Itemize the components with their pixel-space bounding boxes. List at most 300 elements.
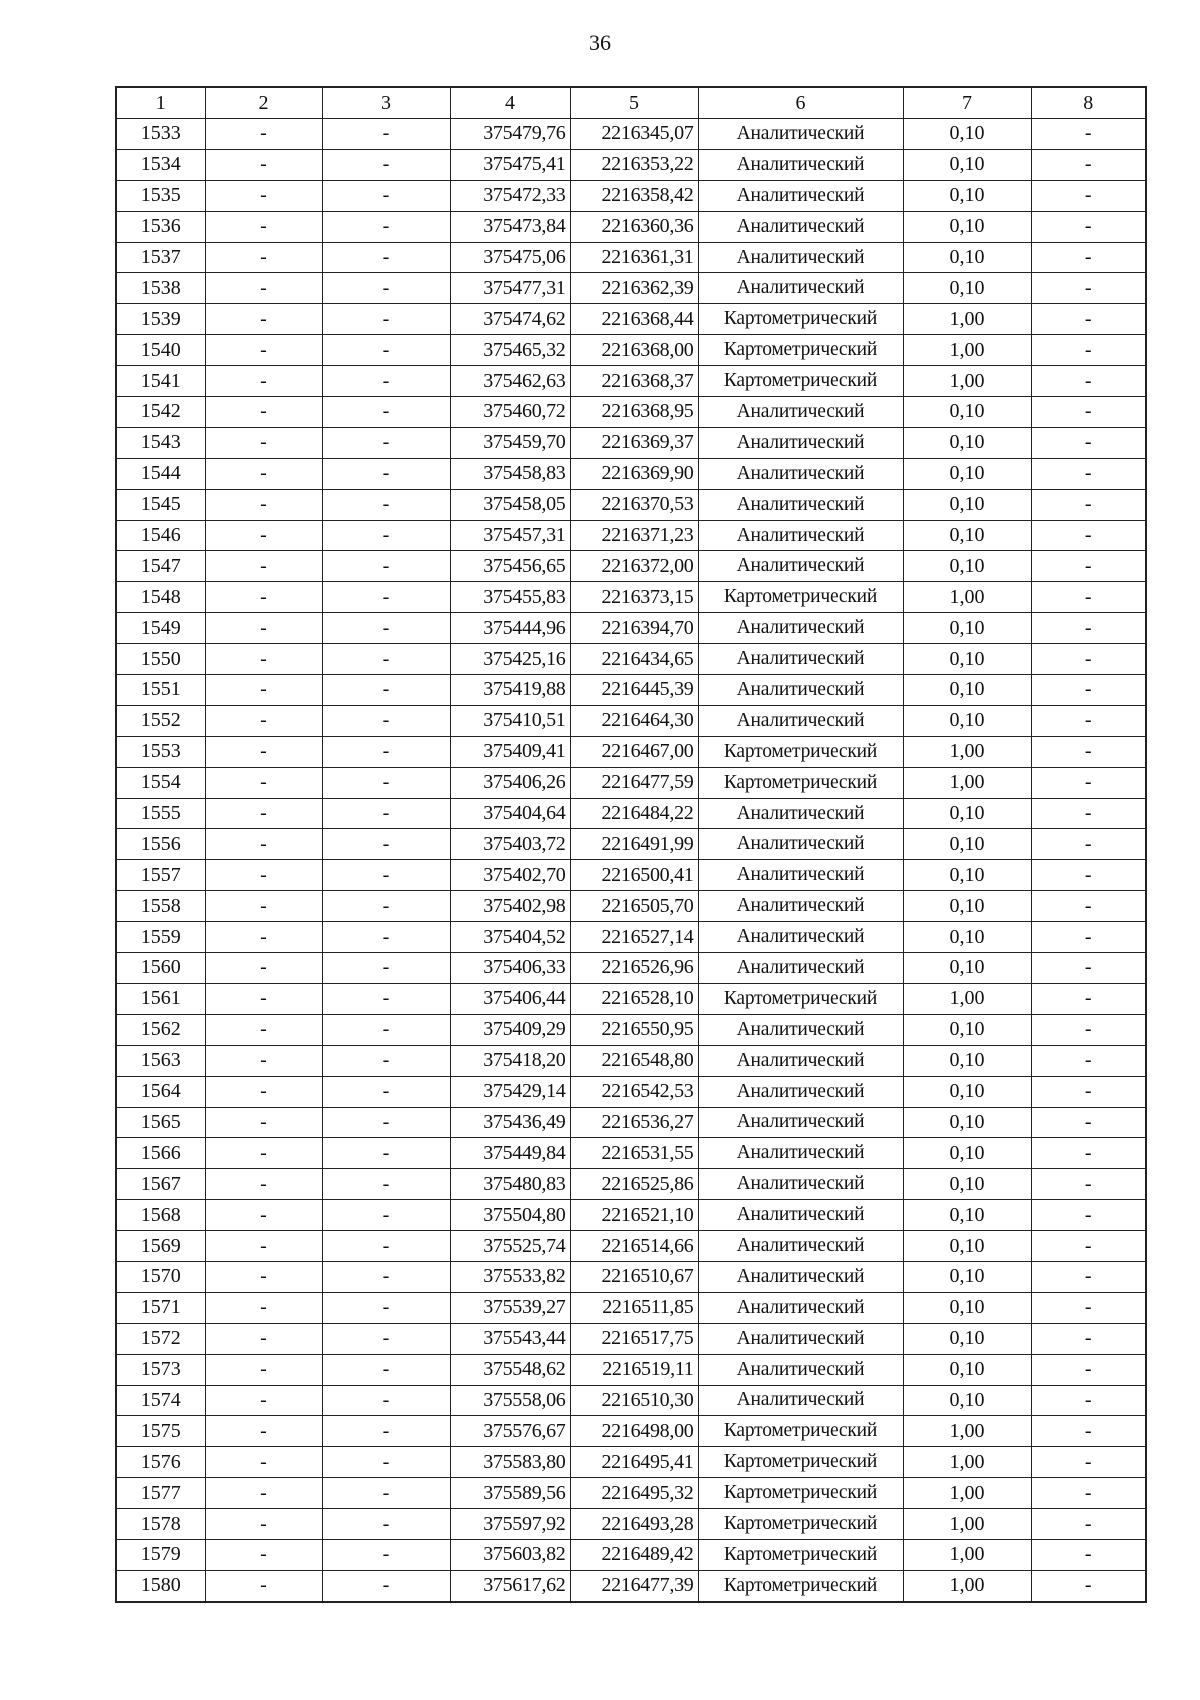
col3-cell: - bbox=[322, 829, 450, 860]
y-coordinate-cell: 2216353,22 bbox=[570, 149, 698, 180]
col3-cell: - bbox=[322, 366, 450, 397]
col2-cell: - bbox=[205, 1076, 322, 1107]
y-coordinate-cell: 2216445,39 bbox=[570, 675, 698, 706]
accuracy-cell: 0,10 bbox=[903, 1200, 1031, 1231]
x-coordinate-cell: 375460,72 bbox=[450, 397, 570, 428]
table-row bbox=[116, 705, 1146, 736]
col3-cell: - bbox=[322, 1138, 450, 1169]
accuracy-cell: 0,10 bbox=[903, 273, 1031, 304]
col2-cell: - bbox=[205, 1107, 322, 1138]
col3-cell: - bbox=[322, 397, 450, 428]
method-cell: Картометрический bbox=[698, 1478, 903, 1509]
accuracy-cell: 0,10 bbox=[903, 1261, 1031, 1292]
x-coordinate-cell: 375477,31 bbox=[450, 273, 570, 304]
method-cell: Аналитический bbox=[698, 1076, 903, 1107]
y-coordinate-cell: 2216493,28 bbox=[570, 1509, 698, 1540]
table-row bbox=[116, 551, 1146, 582]
col2-cell: - bbox=[205, 1509, 322, 1540]
y-coordinate-cell: 2216345,07 bbox=[570, 119, 698, 150]
method-cell: Аналитический bbox=[698, 1169, 903, 1200]
col8-cell: - bbox=[1031, 1107, 1146, 1138]
method-cell: Аналитический bbox=[698, 1323, 903, 1354]
method-cell: Аналитический bbox=[698, 1354, 903, 1385]
col2-cell: - bbox=[205, 397, 322, 428]
y-coordinate-cell: 2216505,70 bbox=[570, 891, 698, 922]
col3-cell: - bbox=[322, 180, 450, 211]
table-row bbox=[116, 1354, 1146, 1385]
table-row bbox=[116, 1539, 1146, 1570]
y-coordinate-cell: 2216491,99 bbox=[570, 829, 698, 860]
col8-cell: - bbox=[1031, 1231, 1146, 1262]
col2-cell: - bbox=[205, 520, 322, 551]
x-coordinate-cell: 375429,14 bbox=[450, 1076, 570, 1107]
col2-cell: - bbox=[205, 736, 322, 767]
accuracy-cell: 1,00 bbox=[903, 335, 1031, 366]
x-coordinate-cell: 375475,41 bbox=[450, 149, 570, 180]
x-coordinate-cell: 375472,33 bbox=[450, 180, 570, 211]
col8-cell: - bbox=[1031, 273, 1146, 304]
col2-cell: - bbox=[205, 1354, 322, 1385]
col2-cell: - bbox=[205, 1385, 322, 1416]
y-coordinate-cell: 2216526,96 bbox=[570, 953, 698, 984]
table-row bbox=[116, 1014, 1146, 1045]
accuracy-cell: 0,10 bbox=[903, 675, 1031, 706]
accuracy-cell: 0,10 bbox=[903, 1292, 1031, 1323]
y-coordinate-cell: 2216467,00 bbox=[570, 736, 698, 767]
point-number-cell: 1576 bbox=[116, 1447, 205, 1478]
accuracy-cell: 1,00 bbox=[903, 983, 1031, 1014]
x-coordinate-cell: 375474,62 bbox=[450, 304, 570, 335]
x-coordinate-cell: 375402,98 bbox=[450, 891, 570, 922]
accuracy-cell: 0,10 bbox=[903, 953, 1031, 984]
point-number-cell: 1568 bbox=[116, 1200, 205, 1231]
column-header-4: 4 bbox=[450, 87, 570, 119]
accuracy-cell: 1,00 bbox=[903, 582, 1031, 613]
col2-cell: - bbox=[205, 458, 322, 489]
point-number-cell: 1542 bbox=[116, 397, 205, 428]
x-coordinate-cell: 375402,70 bbox=[450, 860, 570, 891]
y-coordinate-cell: 2216368,00 bbox=[570, 335, 698, 366]
y-coordinate-cell: 2216484,22 bbox=[570, 798, 698, 829]
x-coordinate-cell: 375576,67 bbox=[450, 1416, 570, 1447]
col2-cell: - bbox=[205, 675, 322, 706]
table-row bbox=[116, 1323, 1146, 1354]
table-row bbox=[116, 613, 1146, 644]
point-number-cell: 1566 bbox=[116, 1138, 205, 1169]
point-number-cell: 1574 bbox=[116, 1385, 205, 1416]
x-coordinate-cell: 375403,72 bbox=[450, 829, 570, 860]
col3-cell: - bbox=[322, 644, 450, 675]
col3-cell: - bbox=[322, 211, 450, 242]
col3-cell: - bbox=[322, 427, 450, 458]
accuracy-cell: 0,10 bbox=[903, 1138, 1031, 1169]
x-coordinate-cell: 375410,51 bbox=[450, 705, 570, 736]
y-coordinate-cell: 2216511,85 bbox=[570, 1292, 698, 1323]
method-cell: Аналитический bbox=[698, 675, 903, 706]
col2-cell: - bbox=[205, 1261, 322, 1292]
y-coordinate-cell: 2216550,95 bbox=[570, 1014, 698, 1045]
accuracy-cell: 0,10 bbox=[903, 211, 1031, 242]
col2-cell: - bbox=[205, 705, 322, 736]
accuracy-cell: 0,10 bbox=[903, 242, 1031, 273]
point-number-cell: 1539 bbox=[116, 304, 205, 335]
col2-cell: - bbox=[205, 273, 322, 304]
method-cell: Аналитический bbox=[698, 211, 903, 242]
table-row bbox=[116, 644, 1146, 675]
method-cell: Аналитический bbox=[698, 613, 903, 644]
col3-cell: - bbox=[322, 1385, 450, 1416]
col2-cell: - bbox=[205, 1138, 322, 1169]
col8-cell: - bbox=[1031, 458, 1146, 489]
col2-cell: - bbox=[205, 335, 322, 366]
x-coordinate-cell: 375409,41 bbox=[450, 736, 570, 767]
point-number-cell: 1553 bbox=[116, 736, 205, 767]
x-coordinate-cell: 375457,31 bbox=[450, 520, 570, 551]
col3-cell: - bbox=[322, 458, 450, 489]
col2-cell: - bbox=[205, 1014, 322, 1045]
table-row bbox=[116, 1478, 1146, 1509]
col8-cell: - bbox=[1031, 335, 1146, 366]
point-number-cell: 1577 bbox=[116, 1478, 205, 1509]
col2-cell: - bbox=[205, 582, 322, 613]
y-coordinate-cell: 2216464,30 bbox=[570, 705, 698, 736]
col3-cell: - bbox=[322, 335, 450, 366]
col8-cell: - bbox=[1031, 242, 1146, 273]
col3-cell: - bbox=[322, 767, 450, 798]
col3-cell: - bbox=[322, 675, 450, 706]
col8-cell: - bbox=[1031, 211, 1146, 242]
col2-cell: - bbox=[205, 983, 322, 1014]
col2-cell: - bbox=[205, 829, 322, 860]
col2-cell: - bbox=[205, 953, 322, 984]
x-coordinate-cell: 375479,76 bbox=[450, 119, 570, 150]
column-header-5: 5 bbox=[570, 87, 698, 119]
col2-cell: - bbox=[205, 1323, 322, 1354]
point-number-cell: 1549 bbox=[116, 613, 205, 644]
table-row bbox=[116, 119, 1146, 150]
col8-cell: - bbox=[1031, 1200, 1146, 1231]
accuracy-cell: 0,10 bbox=[903, 1014, 1031, 1045]
y-coordinate-cell: 2216369,37 bbox=[570, 427, 698, 458]
table-row bbox=[116, 366, 1146, 397]
col8-cell: - bbox=[1031, 304, 1146, 335]
col2-cell: - bbox=[205, 211, 322, 242]
col2-cell: - bbox=[205, 922, 322, 953]
col2-cell: - bbox=[205, 149, 322, 180]
x-coordinate-cell: 375406,26 bbox=[450, 767, 570, 798]
col3-cell: - bbox=[322, 1323, 450, 1354]
x-coordinate-cell: 375459,70 bbox=[450, 427, 570, 458]
table-row bbox=[116, 1107, 1146, 1138]
y-coordinate-cell: 2216531,55 bbox=[570, 1138, 698, 1169]
col2-cell: - bbox=[205, 1478, 322, 1509]
x-coordinate-cell: 375418,20 bbox=[450, 1045, 570, 1076]
table-row bbox=[116, 1447, 1146, 1478]
col3-cell: - bbox=[322, 922, 450, 953]
x-coordinate-cell: 375458,83 bbox=[450, 458, 570, 489]
x-coordinate-cell: 375458,05 bbox=[450, 489, 570, 520]
y-coordinate-cell: 2216373,15 bbox=[570, 582, 698, 613]
accuracy-cell: 0,10 bbox=[903, 520, 1031, 551]
col3-cell: - bbox=[322, 1447, 450, 1478]
point-number-cell: 1559 bbox=[116, 922, 205, 953]
accuracy-cell: 0,10 bbox=[903, 397, 1031, 428]
method-cell: Картометрический bbox=[698, 767, 903, 798]
column-header-3: 3 bbox=[322, 87, 450, 119]
point-number-cell: 1537 bbox=[116, 242, 205, 273]
method-cell: Картометрический bbox=[698, 983, 903, 1014]
x-coordinate-cell: 375406,33 bbox=[450, 953, 570, 984]
x-coordinate-cell: 375449,84 bbox=[450, 1138, 570, 1169]
col2-cell: - bbox=[205, 1292, 322, 1323]
col8-cell: - bbox=[1031, 891, 1146, 922]
col3-cell: - bbox=[322, 551, 450, 582]
y-coordinate-cell: 2216500,41 bbox=[570, 860, 698, 891]
method-cell: Аналитический bbox=[698, 644, 903, 675]
col3-cell: - bbox=[322, 1261, 450, 1292]
col8-cell: - bbox=[1031, 613, 1146, 644]
col8-cell: - bbox=[1031, 1416, 1146, 1447]
method-cell: Картометрический bbox=[698, 1447, 903, 1478]
table-row bbox=[116, 1292, 1146, 1323]
col8-cell: - bbox=[1031, 1045, 1146, 1076]
table-body bbox=[116, 119, 1146, 1602]
col3-cell: - bbox=[322, 304, 450, 335]
table-row bbox=[116, 1385, 1146, 1416]
col2-cell: - bbox=[205, 304, 322, 335]
col3-cell: - bbox=[322, 1169, 450, 1200]
accuracy-cell: 1,00 bbox=[903, 1539, 1031, 1570]
method-cell: Картометрический bbox=[698, 304, 903, 335]
table-row bbox=[116, 736, 1146, 767]
table-row bbox=[116, 1509, 1146, 1540]
accuracy-cell: 1,00 bbox=[903, 1416, 1031, 1447]
point-number-cell: 1547 bbox=[116, 551, 205, 582]
x-coordinate-cell: 375539,27 bbox=[450, 1292, 570, 1323]
col3-cell: - bbox=[322, 119, 450, 150]
y-coordinate-cell: 2216498,00 bbox=[570, 1416, 698, 1447]
col8-cell: - bbox=[1031, 119, 1146, 150]
table-row bbox=[116, 489, 1146, 520]
table-row bbox=[116, 180, 1146, 211]
method-cell: Аналитический bbox=[698, 798, 903, 829]
y-coordinate-cell: 2216368,37 bbox=[570, 366, 698, 397]
point-number-cell: 1579 bbox=[116, 1539, 205, 1570]
y-coordinate-cell: 2216542,53 bbox=[570, 1076, 698, 1107]
table-row bbox=[116, 520, 1146, 551]
x-coordinate-cell: 375406,44 bbox=[450, 983, 570, 1014]
col8-cell: - bbox=[1031, 1478, 1146, 1509]
point-number-cell: 1563 bbox=[116, 1045, 205, 1076]
col3-cell: - bbox=[322, 1107, 450, 1138]
x-coordinate-cell: 375583,80 bbox=[450, 1447, 570, 1478]
accuracy-cell: 1,00 bbox=[903, 767, 1031, 798]
method-cell: Картометрический bbox=[698, 1539, 903, 1570]
table-row bbox=[116, 829, 1146, 860]
col3-cell: - bbox=[322, 891, 450, 922]
point-number-cell: 1557 bbox=[116, 860, 205, 891]
accuracy-cell: 0,10 bbox=[903, 891, 1031, 922]
accuracy-cell: 1,00 bbox=[903, 736, 1031, 767]
table-row bbox=[116, 675, 1146, 706]
col8-cell: - bbox=[1031, 1354, 1146, 1385]
method-cell: Картометрический bbox=[698, 1570, 903, 1601]
table-row bbox=[116, 767, 1146, 798]
y-coordinate-cell: 2216362,39 bbox=[570, 273, 698, 304]
accuracy-cell: 0,10 bbox=[903, 119, 1031, 150]
x-coordinate-cell: 375473,84 bbox=[450, 211, 570, 242]
column-header-2: 2 bbox=[205, 87, 322, 119]
point-number-cell: 1565 bbox=[116, 1107, 205, 1138]
point-number-cell: 1564 bbox=[116, 1076, 205, 1107]
y-coordinate-cell: 2216361,31 bbox=[570, 242, 698, 273]
accuracy-cell: 1,00 bbox=[903, 366, 1031, 397]
table-row bbox=[116, 953, 1146, 984]
col3-cell: - bbox=[322, 1076, 450, 1107]
col3-cell: - bbox=[322, 242, 450, 273]
table-row bbox=[116, 242, 1146, 273]
method-cell: Аналитический bbox=[698, 1045, 903, 1076]
col8-cell: - bbox=[1031, 644, 1146, 675]
y-coordinate-cell: 2216368,95 bbox=[570, 397, 698, 428]
method-cell: Аналитический bbox=[698, 119, 903, 150]
method-cell: Аналитический bbox=[698, 922, 903, 953]
col8-cell: - bbox=[1031, 427, 1146, 458]
col3-cell: - bbox=[322, 582, 450, 613]
col8-cell: - bbox=[1031, 983, 1146, 1014]
x-coordinate-cell: 375480,83 bbox=[450, 1169, 570, 1200]
point-number-cell: 1562 bbox=[116, 1014, 205, 1045]
method-cell: Аналитический bbox=[698, 242, 903, 273]
method-cell: Картометрический bbox=[698, 736, 903, 767]
x-coordinate-cell: 375617,62 bbox=[450, 1570, 570, 1601]
col2-cell: - bbox=[205, 860, 322, 891]
method-cell: Аналитический bbox=[698, 829, 903, 860]
col2-cell: - bbox=[205, 1200, 322, 1231]
col2-cell: - bbox=[205, 1570, 322, 1601]
point-number-cell: 1573 bbox=[116, 1354, 205, 1385]
col8-cell: - bbox=[1031, 1447, 1146, 1478]
table-row bbox=[116, 983, 1146, 1014]
x-coordinate-cell: 375436,49 bbox=[450, 1107, 570, 1138]
col8-cell: - bbox=[1031, 397, 1146, 428]
table-row bbox=[116, 397, 1146, 428]
col2-cell: - bbox=[205, 242, 322, 273]
accuracy-cell: 0,10 bbox=[903, 1323, 1031, 1354]
table-row bbox=[116, 1231, 1146, 1262]
method-cell: Аналитический bbox=[698, 891, 903, 922]
y-coordinate-cell: 2216369,90 bbox=[570, 458, 698, 489]
col8-cell: - bbox=[1031, 366, 1146, 397]
method-cell: Картометрический bbox=[698, 1509, 903, 1540]
table-row bbox=[116, 1570, 1146, 1601]
col8-cell: - bbox=[1031, 705, 1146, 736]
col8-cell: - bbox=[1031, 675, 1146, 706]
accuracy-cell: 0,10 bbox=[903, 922, 1031, 953]
x-coordinate-cell: 375533,82 bbox=[450, 1261, 570, 1292]
x-coordinate-cell: 375589,56 bbox=[450, 1478, 570, 1509]
column-header-1: 1 bbox=[116, 87, 205, 119]
x-coordinate-cell: 375475,06 bbox=[450, 242, 570, 273]
accuracy-cell: 0,10 bbox=[903, 860, 1031, 891]
table-row bbox=[116, 582, 1146, 613]
table-row bbox=[116, 335, 1146, 366]
table-row bbox=[116, 798, 1146, 829]
method-cell: Аналитический bbox=[698, 1107, 903, 1138]
point-number-cell: 1560 bbox=[116, 953, 205, 984]
col3-cell: - bbox=[322, 1045, 450, 1076]
column-header-6: 6 bbox=[698, 87, 903, 119]
col8-cell: - bbox=[1031, 1539, 1146, 1570]
point-number-cell: 1545 bbox=[116, 489, 205, 520]
y-coordinate-cell: 2216394,70 bbox=[570, 613, 698, 644]
accuracy-cell: 1,00 bbox=[903, 1509, 1031, 1540]
method-cell: Аналитический bbox=[698, 1385, 903, 1416]
point-number-cell: 1550 bbox=[116, 644, 205, 675]
y-coordinate-cell: 2216517,75 bbox=[570, 1323, 698, 1354]
col8-cell: - bbox=[1031, 582, 1146, 613]
accuracy-cell: 0,10 bbox=[903, 1076, 1031, 1107]
col8-cell: - bbox=[1031, 520, 1146, 551]
x-coordinate-cell: 375462,63 bbox=[450, 366, 570, 397]
col2-cell: - bbox=[205, 1539, 322, 1570]
col3-cell: - bbox=[322, 149, 450, 180]
accuracy-cell: 0,10 bbox=[903, 427, 1031, 458]
x-coordinate-cell: 375409,29 bbox=[450, 1014, 570, 1045]
col8-cell: - bbox=[1031, 736, 1146, 767]
y-coordinate-cell: 2216477,59 bbox=[570, 767, 698, 798]
method-cell: Картометрический bbox=[698, 582, 903, 613]
column-header-8: 8 bbox=[1031, 87, 1146, 119]
point-number-cell: 1575 bbox=[116, 1416, 205, 1447]
col2-cell: - bbox=[205, 1169, 322, 1200]
y-coordinate-cell: 2216525,86 bbox=[570, 1169, 698, 1200]
method-cell: Аналитический bbox=[698, 489, 903, 520]
accuracy-cell: 0,10 bbox=[903, 798, 1031, 829]
col8-cell: - bbox=[1031, 1076, 1146, 1107]
col2-cell: - bbox=[205, 891, 322, 922]
y-coordinate-cell: 2216548,80 bbox=[570, 1045, 698, 1076]
method-cell: Аналитический bbox=[698, 273, 903, 304]
y-coordinate-cell: 2216434,65 bbox=[570, 644, 698, 675]
col3-cell: - bbox=[322, 1354, 450, 1385]
table-row bbox=[116, 149, 1146, 180]
y-coordinate-cell: 2216519,11 bbox=[570, 1354, 698, 1385]
table-row bbox=[116, 273, 1146, 304]
col2-cell: - bbox=[205, 119, 322, 150]
table-row bbox=[116, 427, 1146, 458]
point-number-cell: 1580 bbox=[116, 1570, 205, 1601]
column-header-7: 7 bbox=[903, 87, 1031, 119]
col8-cell: - bbox=[1031, 1292, 1146, 1323]
col3-cell: - bbox=[322, 1539, 450, 1570]
col8-cell: - bbox=[1031, 1169, 1146, 1200]
coordinates-table bbox=[115, 86, 1147, 1603]
method-cell: Аналитический bbox=[698, 1261, 903, 1292]
y-coordinate-cell: 2216528,10 bbox=[570, 983, 698, 1014]
table-row bbox=[116, 458, 1146, 489]
point-number-cell: 1544 bbox=[116, 458, 205, 489]
accuracy-cell: 0,10 bbox=[903, 613, 1031, 644]
point-number-cell: 1569 bbox=[116, 1231, 205, 1262]
method-cell: Аналитический bbox=[698, 705, 903, 736]
point-number-cell: 1543 bbox=[116, 427, 205, 458]
point-number-cell: 1570 bbox=[116, 1261, 205, 1292]
x-coordinate-cell: 375603,82 bbox=[450, 1539, 570, 1570]
y-coordinate-cell: 2216514,66 bbox=[570, 1231, 698, 1262]
y-coordinate-cell: 2216360,36 bbox=[570, 211, 698, 242]
col2-cell: - bbox=[205, 613, 322, 644]
